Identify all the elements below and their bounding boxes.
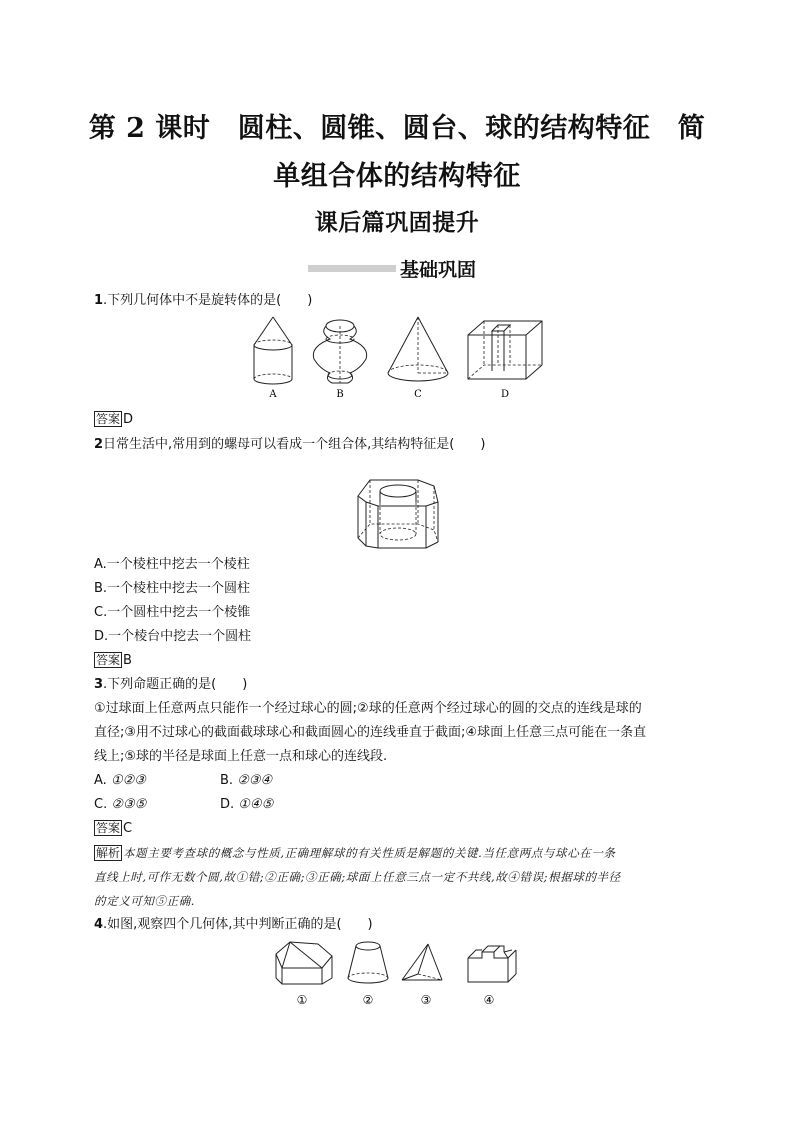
q1-figure-label-d: D <box>500 389 510 400</box>
q3-text: .下列命题正确的是( ) <box>103 677 248 692</box>
q3-option-b-value: ②③④ <box>237 773 273 788</box>
q3-explain-text1: 本题主要考查球的概念与性质,正确理解球的有关性质是解题的关键.当任意两点与球心在一条 <box>123 846 616 860</box>
q1-answer-label: 答案 <box>96 412 121 426</box>
q1-figure-label-a: A <box>269 389 277 400</box>
section-title: 基础巩固 <box>400 258 477 281</box>
q2-answer <box>94 652 132 670</box>
q2-option-b: B.一个棱柱中挖去一个圆柱 <box>94 581 251 596</box>
q3-stem <box>94 676 247 694</box>
q1-stem <box>94 292 312 310</box>
q3-option-b <box>220 772 272 790</box>
q3-explain-line1 <box>94 844 616 863</box>
q3-explain-line2: 直线上时,可作无数个圆,故①错;②正确;③正确;球面上任意三点一定不共线,故④错误;根据球的半径 <box>94 870 621 884</box>
q1-figure-b <box>313 320 366 383</box>
q1-figure-a <box>254 317 292 384</box>
q4-figure-3 <box>402 944 442 980</box>
q3-answer-label: 答案 <box>96 821 121 835</box>
q3-option-b-letter: B. <box>220 773 238 788</box>
q1-figure-label-c: C <box>414 389 422 400</box>
q4-text: .如图,观察四个几何体,其中判断正确的是( ) <box>103 917 373 932</box>
q2-option-d: D.一个棱台中挖去一个圆柱 <box>94 629 252 644</box>
lesson-title-line2: 单组合体的结构特征 <box>273 161 521 192</box>
q4-number: 4 <box>94 917 104 932</box>
q3-answer-value: C <box>123 821 133 836</box>
q2-number: 2 <box>94 437 104 452</box>
q3-option-d <box>220 796 273 814</box>
q4-figure-4 <box>468 946 516 982</box>
q4-figure-label-4: ④ <box>483 993 495 1007</box>
section-bar <box>308 265 396 272</box>
q1-figure-d <box>468 321 542 379</box>
q3-option-a <box>94 772 146 790</box>
q3-body-line2: 直径;③用不过球心的截面截球球心和截面圆心的连线垂直于截面;④球面上任意三点可能在一条直 <box>94 725 647 740</box>
q3-option-c <box>94 796 146 814</box>
q2-answer-value: B <box>123 653 132 668</box>
q4-figure-label-1: ① <box>296 993 308 1007</box>
q4-figure-label-3: ③ <box>420 993 432 1007</box>
q1-figure-c <box>388 317 448 381</box>
q3-option-a-value: ①②③ <box>110 773 146 788</box>
q4-figures <box>272 938 522 1010</box>
q4-figure-1 <box>276 942 332 984</box>
q2-text: 日常生活中,常用到的螺母可以看成一个组合体,其结构特征是( ) <box>103 437 486 452</box>
q2-stem <box>94 436 485 454</box>
q2-answer-label: 答案 <box>96 653 121 667</box>
q2-nut-figure <box>356 476 440 552</box>
q3-option-d-letter: D. <box>220 797 239 812</box>
q1-figures <box>240 315 560 405</box>
q1-answer <box>94 411 133 429</box>
q3-option-c-letter: C. <box>94 797 112 812</box>
q3-answer <box>94 820 132 838</box>
q2-option-c: C.一个圆柱中挖去一个棱锥 <box>94 605 251 620</box>
q1-number: 1 <box>94 293 104 308</box>
q3-option-d-value: ①④⑤ <box>238 797 274 812</box>
q4-figure-2 <box>348 942 388 983</box>
q4-stem <box>94 916 373 934</box>
q3-explain-label: 解析 <box>96 846 121 860</box>
lesson-title-line1: 第 2 课时 圆柱、圆锥、圆台、球的结构特征 简 <box>88 113 706 144</box>
q4-figure-label-2: ② <box>362 993 374 1007</box>
q1-answer-value: D <box>123 412 134 427</box>
q1-text: .下列几何体中不是旋转体的是( ) <box>103 293 313 308</box>
q3-number: 3 <box>94 677 104 692</box>
lesson-subtitle: 课后篇巩固提升 <box>314 209 480 236</box>
q1-figure-label-b: B <box>336 389 344 400</box>
q3-body-line3: 线上;⑤球的半径是球面上任意一点和球心的连线段. <box>94 749 388 764</box>
q3-option-c-value: ②③⑤ <box>111 797 147 812</box>
section-heading <box>308 256 476 280</box>
q3-body-line1: ①过球面上任意两点只能作一个经过球心的圆;②球的任意两个经过球心的圆的交点的连线是球的 <box>94 701 642 716</box>
q3-explain-line3: 的定义可知⑤正确. <box>94 894 196 908</box>
q2-option-a: A.一个棱柱中挖去一个棱柱 <box>94 557 250 572</box>
q3-option-a-letter: A. <box>94 773 111 788</box>
